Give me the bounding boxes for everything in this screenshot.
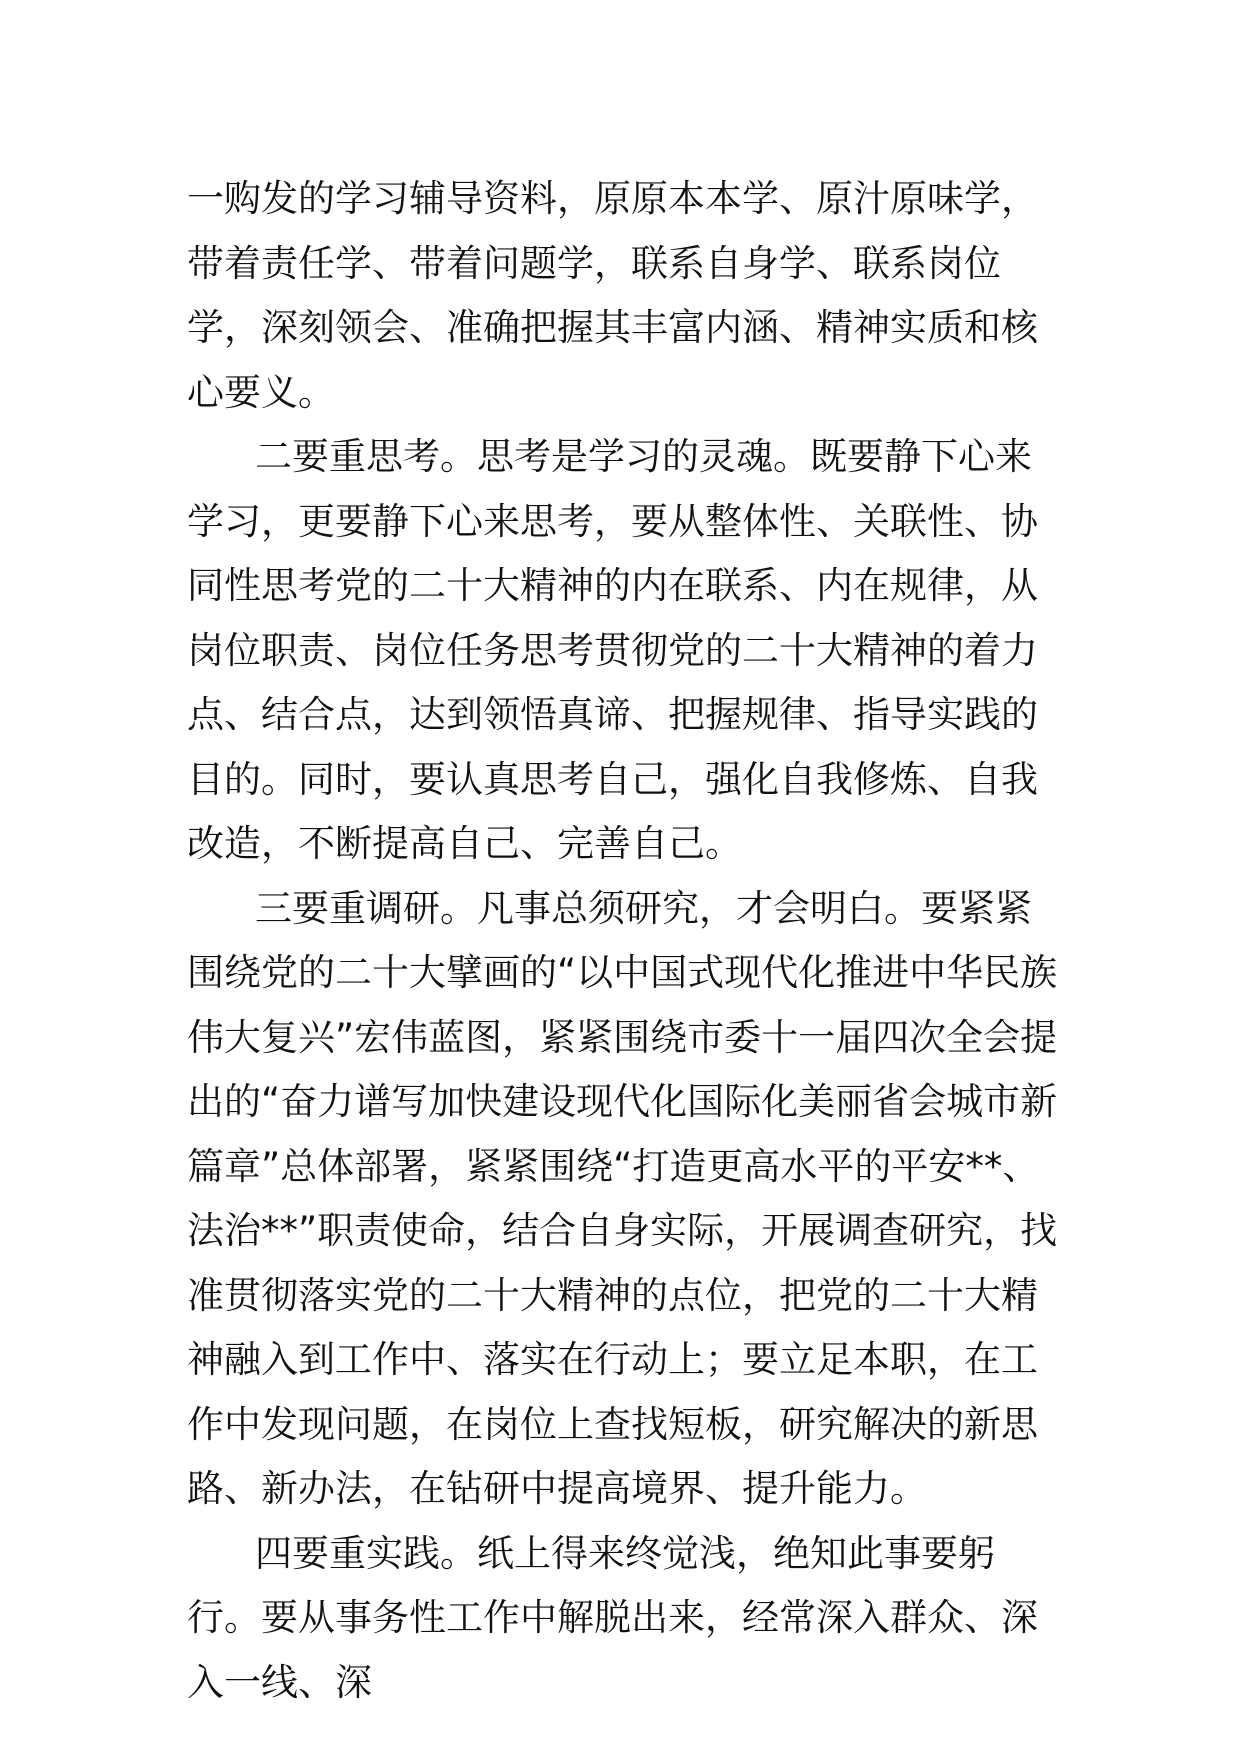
paragraph-continued: 一购发的学习辅导资料，原原本本学、原汁原味学，带着责任学、带着问题学，联系自身学、联系岗位学，深刻领会、准确把握其丰富内涵、精神实质和核心要义。 (187, 177, 1038, 414)
paragraph-research: 三要重调研。凡事总须研究，才会明白。要紧紧围绕党的二十大擘画的“以中国式现代化推进中华民族伟大复兴”宏伟蓝图，紧紧围绕市委十一届四次全会提出的“奋力谱写加快建设现代化国际化美丽省会城市新篇章”总体部署，紧紧围绕“打造更高水平的平安**、法治**”职责使命，结合自身实际，开展调查研究，找准贯彻落实党的二十大精神的点位，把党的二十大精神融入到工作中、落实在行动上；要立足本职，在工作中发现问题，在岗位上查找短板，研究解决的新思路、新办法，在钻研中提高境界、提升能力。 (187, 886, 1058, 1510)
paragraph-thinking: 二要重思考。思考是学习的灵魂。既要静下心来学习，更要静下心来思考，要从整体性、关联性、协同性思考党的二十大精神的内在联系、内在规律，从岗位职责、岗位任务思考贯彻党的二十大精神的着力点、结合点，达到领悟真谛、把握规律、指导实践的目的。同时，要认真思考自己，强化自我修炼、自我改造，不断提高自己、完善自己。 (187, 435, 1038, 865)
paragraph-practice: 四要重实践。纸上得来终觉浅，绝知此事要躬行。要从事务性工作中解脱出来，经常深入群众、深入一线、深 (187, 1531, 1038, 1704)
document-body (187, 167, 1067, 1715)
